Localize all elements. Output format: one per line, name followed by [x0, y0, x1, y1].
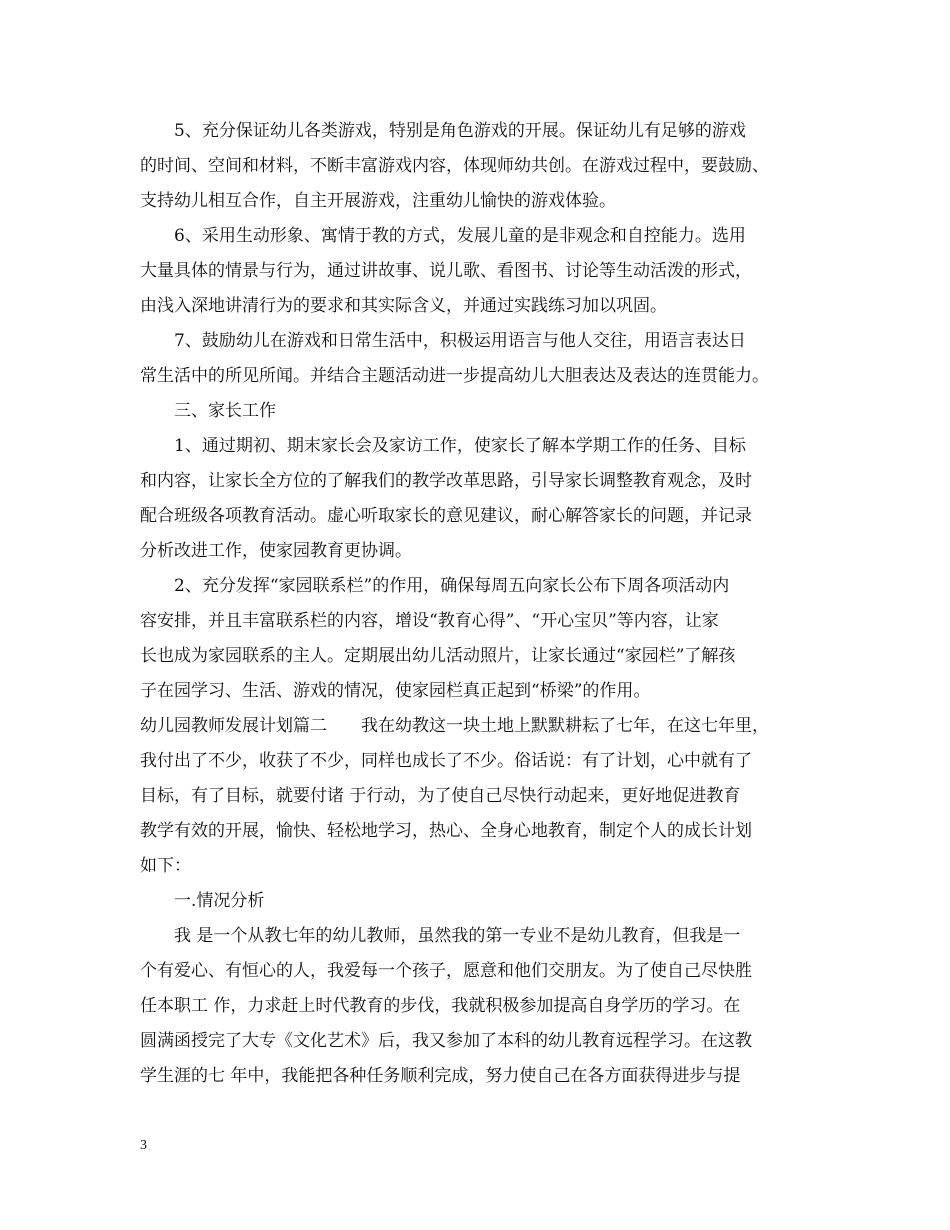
text-line: 的时间、空间和材料，不断丰富游戏内容，体现师幼共创。在游戏过程中，要鼓励、 [140, 156, 769, 176]
text-line: 目标，有了目标，就要付诸 于行动，为了使自己尽快行动起来，更好地促进教育 [140, 786, 741, 806]
page-number: 3 [140, 1138, 147, 1153]
text-line: 幼儿园教师发展计划篇二 我在幼教这一块土地上默默耕耘了七年，在这七年里， [140, 716, 769, 736]
text-line: 1、通过期初、期末家长会及家访工作，使家长了解本学期工作的任务、目标 [174, 436, 746, 456]
text-line: 长也成为家园联系的主人。定期展出幼儿活动照片，让家长通过“家园栏”了解孩 [140, 646, 736, 666]
document-body [140, 114, 830, 1094]
text-line: 大量具体的情景与行为，通过讲故事、说儿歌、看图书、讨论等生动活泼的形式， [140, 261, 752, 281]
text-line: 6、采用生动形象、寓情于教的方式，发展儿童的是非观念和自控能力。选用 [174, 226, 746, 246]
text-line: 2、充分发挥“家园联系栏”的作用，确保每周五向家长公布下周各项活动内 [174, 576, 730, 596]
text-line: 圆满函授完了大专《文化艺术》后，我又参加了本科的幼儿教育远程学习。在这教 [140, 1031, 752, 1051]
text-line: 支持幼儿相互合作，自主开展游戏，注重幼儿愉快的游戏体验。 [140, 191, 616, 211]
text-line: 和内容，让家长全方位的了解我们的教学改革思路，引导家长调整教育观念，及时 [140, 471, 752, 491]
text-line: 我 是一个从教七年的幼儿教师，虽然我的第一专业不是幼儿教育，但我是一 [174, 926, 741, 946]
text-line: 如下： [140, 856, 191, 876]
text-line: 任本职工 作，力求赶上时代教育的步伐，我就积极参加提高自身学历的学习。在 [140, 996, 741, 1016]
text-line: 一.情况分析 [174, 891, 265, 911]
text-line: 7、鼓励幼儿在游戏和日常生活中，积极运用语言与他人交往，用语言表达日 [174, 331, 746, 351]
text-line: 5、充分保证幼儿各类游戏，特别是角色游戏的开展。保证幼儿有足够的游戏 [174, 121, 746, 141]
text-line: 我付出了不少，收获了不少，同样也成长了不少。俗话说：有了计划，心中就有了 [140, 751, 752, 771]
text-line: 子在园学习、生活、游戏的情况，使家园栏真正起到“桥梁”的作用。 [140, 681, 651, 701]
text-line: 教学有效的开展，愉快、轻松地学习，热心、全身心地教育，制定个人的成长计划 [140, 821, 752, 841]
text-line: 配合班级各项教育活动。虚心听取家长的意见建议，耐心解答家长的问题，并记录 [140, 506, 752, 526]
text-line: 容安排，并且丰富联系栏的内容，增设“教育心得”、“开心宝贝”等内容，让家 [140, 611, 719, 631]
text-line: 常生活中的所见所闻。并结合主题活动进一步提高幼儿大胆表达及表达的连贯能力。 [140, 366, 769, 386]
text-line: 个有爱心、有恒心的人，我爱每一个孩子，愿意和他们交朋友。为了使自己尽快胜 [140, 961, 752, 981]
text-line: 由浅入深地讲清行为的要求和其实际含义，并通过实践练习加以巩固。 [140, 296, 667, 316]
text-line: 分析改进工作，使家园教育更协调。 [140, 541, 412, 561]
text-line: 三、家长工作 [174, 401, 276, 421]
text-line: 学生涯的七 年中，我能把各种任务顺利完成，努力使自己在各方面获得进步与提 [140, 1066, 741, 1086]
